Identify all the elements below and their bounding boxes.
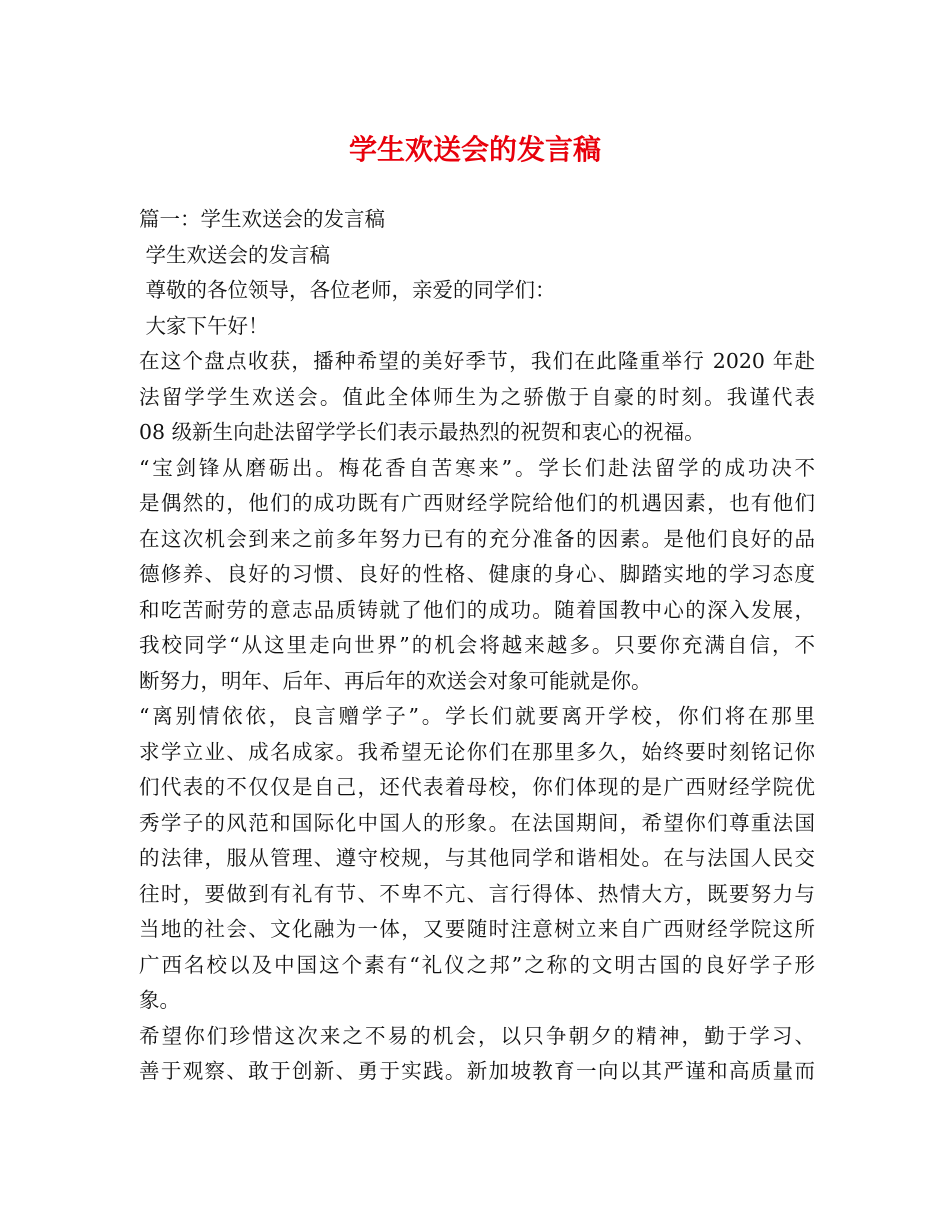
body-line: 们代表的不仅仅是自己，还代表着母校，你们体现的是广西财经学院优 xyxy=(139,775,815,799)
body-line: 求学立业、成名成家。我希望无论你们在那里多久，始终要时刻铭记你 xyxy=(139,739,815,764)
body-line: 和吃苦耐劳的意志品质铸就了他们的成功。随着国教中心的深入发展， xyxy=(139,597,815,622)
body-line: 大家下午好！ xyxy=(139,313,269,338)
body-line: 尊敬的各位领导，各位老师，亲爱的同学们： xyxy=(139,278,556,302)
body-line: 的法律，服从管理、遵守校规，与其他同学和谐相处。在与法国人民交 xyxy=(139,846,815,870)
body-line: 我校同学“从这里走向世界”的机会将越来越多。只要你充满自信，不 xyxy=(139,633,815,657)
body-line: 学生欢送会的发言稿 xyxy=(139,242,331,267)
body-line: 断努力，明年、后年、再后年的欢送会对象可能就是你。 xyxy=(139,668,652,693)
body-line: 08 级新生向赴法留学学长们表示最热烈的祝贺和衷心的祝福。 xyxy=(139,420,705,444)
body-line: 篇一：学生欢送会的发言稿 xyxy=(139,207,385,231)
body-line: 当地的社会、文化融为一体，又要随时注意树立来自广西财经学院这所 xyxy=(139,917,815,941)
document-title: 学生欢送会的发言稿 xyxy=(348,133,601,166)
body-line: 在这次机会到来之前多年努力已有的充分准备的因素。是他们良好的品 xyxy=(139,526,815,551)
body-line: 在这个盘点收获，播种希望的美好季节，我们在此隆重举行 2020 年赴 xyxy=(139,349,815,373)
body-line: 是偶然的，他们的成功既有广西财经学院给他们的机遇因素，也有他们 xyxy=(139,491,815,515)
body-line: 善于观察、敢于创新、勇于实践。新加坡教育一向以其严谨和高质量而 xyxy=(139,1059,815,1083)
body-line: 法留学学生欢送会。值此全体师生为之骄傲于自豪的时刻。我谨代表 xyxy=(139,384,815,409)
body-line: 希望你们珍惜这次来之不易的机会，以只争朝夕的精神，勤于学习、 xyxy=(139,1023,815,1048)
body-line: “宝剑锋从磨砺出。梅花香自苦寒来”。学长们赴法留学的成功决不 xyxy=(139,455,815,480)
body-line: 德修养、良好的习惯、良好的性格、健康的身心、脚踏实地的学习态度 xyxy=(139,562,815,586)
body-line: “离别情依依，良言赠学子”。学长们就要离开学校，你们将在那里 xyxy=(139,704,815,728)
body-line: 象。 xyxy=(139,988,180,1012)
body-line: 广西名校以及中国这个素有“礼仪之邦”之称的文明古国的良好学子形 xyxy=(139,952,815,977)
document-body xyxy=(139,202,815,1090)
body-line: 秀学子的风范和国际化中国人的形象。在法国期间，希望你们尊重法国 xyxy=(139,810,815,835)
body-line: 往时，要做到有礼有节、不卑不亢、言行得体、热情大方，既要努力与 xyxy=(139,881,815,906)
